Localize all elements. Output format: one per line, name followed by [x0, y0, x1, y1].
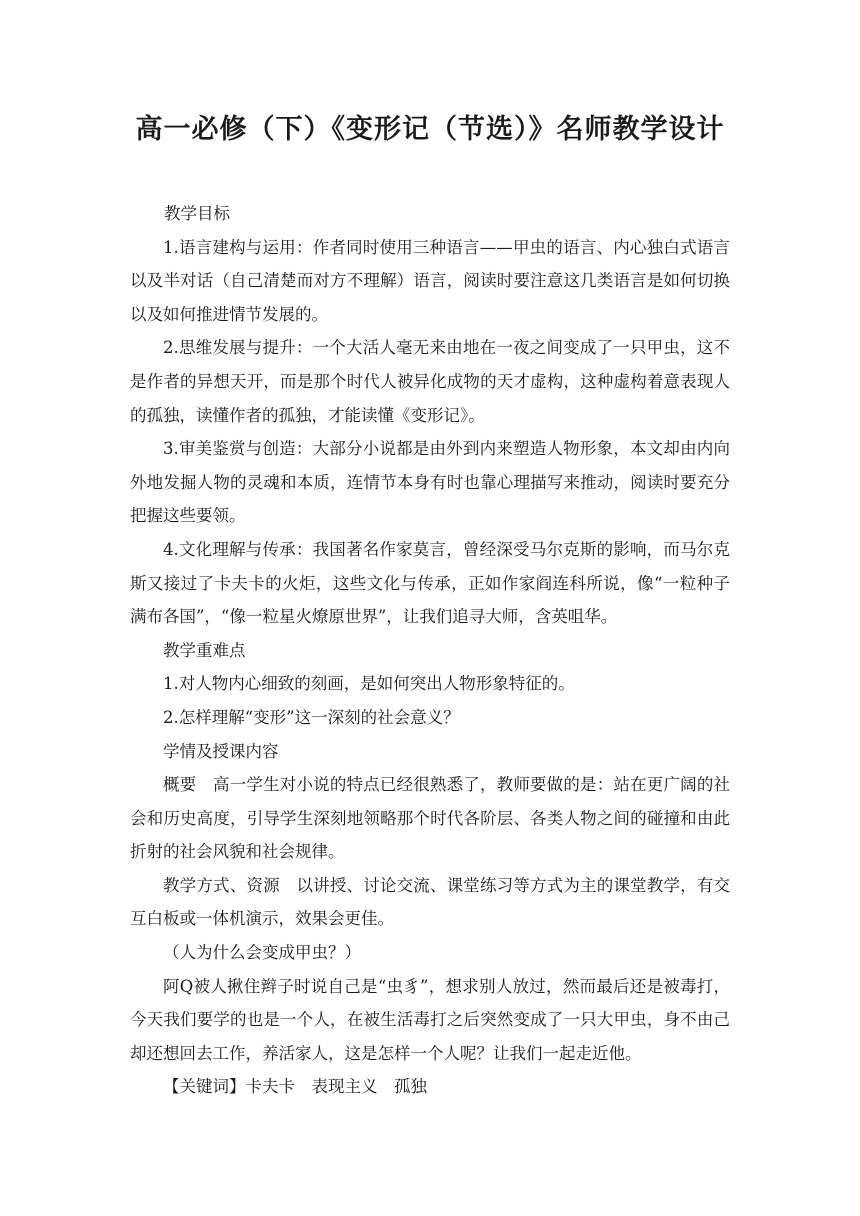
context-paragraph-question: （人为什么会变成甲虫？）: [163, 943, 361, 963]
objective-paragraph-1: 1.语言建构与运用：作者同时使用三种语言——甲虫的语言、内心独白式语言以及半对话（自己清楚而对方不理解）语言，阅读时要注意这几类语言是如何切换以及如何推进情节发展的。: [130, 237, 730, 324]
document-title: 高一必修（下）《变形记（节选）》名师教学设计: [135, 114, 725, 145]
objective-paragraph-4: 4.文化理解与传承：我国著名作家莫言，曾经深受马尔克斯的影响，而马尔克斯又接过了卡夫卡的火炬，这些文化与传承，正如作家阎连科所说，像“一粒种子满布各国”，“像一粒星火燎原世界”，让我们追寻大师，含英咀华。: [130, 539, 730, 627]
context-paragraph-keywords: 【关键词】卡夫卡 表现主义 孤独: [163, 1077, 427, 1097]
document-body: [130, 197, 730, 1104]
key-point-paragraph-1: 1.对人物内心细致的刻画，是如何突出人物形象特征的。: [163, 674, 575, 694]
section-heading-objectives: 教学目标: [164, 204, 230, 223]
key-point-paragraph-2: 2.怎样理解“变形”这一深刻的社会意义？: [163, 707, 460, 727]
objective-paragraph-2: 2.思维发展与提升：一个大活人毫无来由地在一夜之间变成了一只甲虫，这不是作者的异想天开，而是那个时代人被异化成物的天才虚构，这种虚构着意表现人的孤独，读懂作者的孤独，才能读懂《变形记》。: [130, 338, 730, 425]
context-paragraph-intro: 阿Q被人揪住辫子时说自己是“虫豸”，想求别人放过，然而最后还是被毒打，今天我们要学的也是一个人，在被生活毒打之后突然变成了一只大甲虫，身不由己却还想回去工作，养活家人，这是怎样一个人呢？让我们一起走近他。: [130, 976, 730, 1063]
objective-paragraph-3: 3.审美鉴赏与创造：大部分小说都是由外到内来塑造人物形象，本文却由内向外地发掘人物的灵魂和本质，连情节本身有时也靠心理描写来推动，阅读时要充分把握这些要领。: [130, 439, 730, 526]
section-heading-learning-context: 学情及授课内容: [163, 741, 279, 761]
context-paragraph-methods: 教学方式、资源 以讲授、讨论交流、课堂练习等方式为主的课堂教学，有交互白板或一体机演示，效果会更佳。: [130, 875, 730, 929]
section-heading-key-points: 教学重难点: [163, 640, 246, 660]
context-paragraph-overview: 概要 高一学生对小说的特点已经很熟悉了，教师要做的是：站在更广阔的社会和历史高度，引导学生深刻地领略那个时代各阶层、各类人物之间的碰撞和由此折射的社会风貌和社会规律。: [130, 775, 730, 862]
